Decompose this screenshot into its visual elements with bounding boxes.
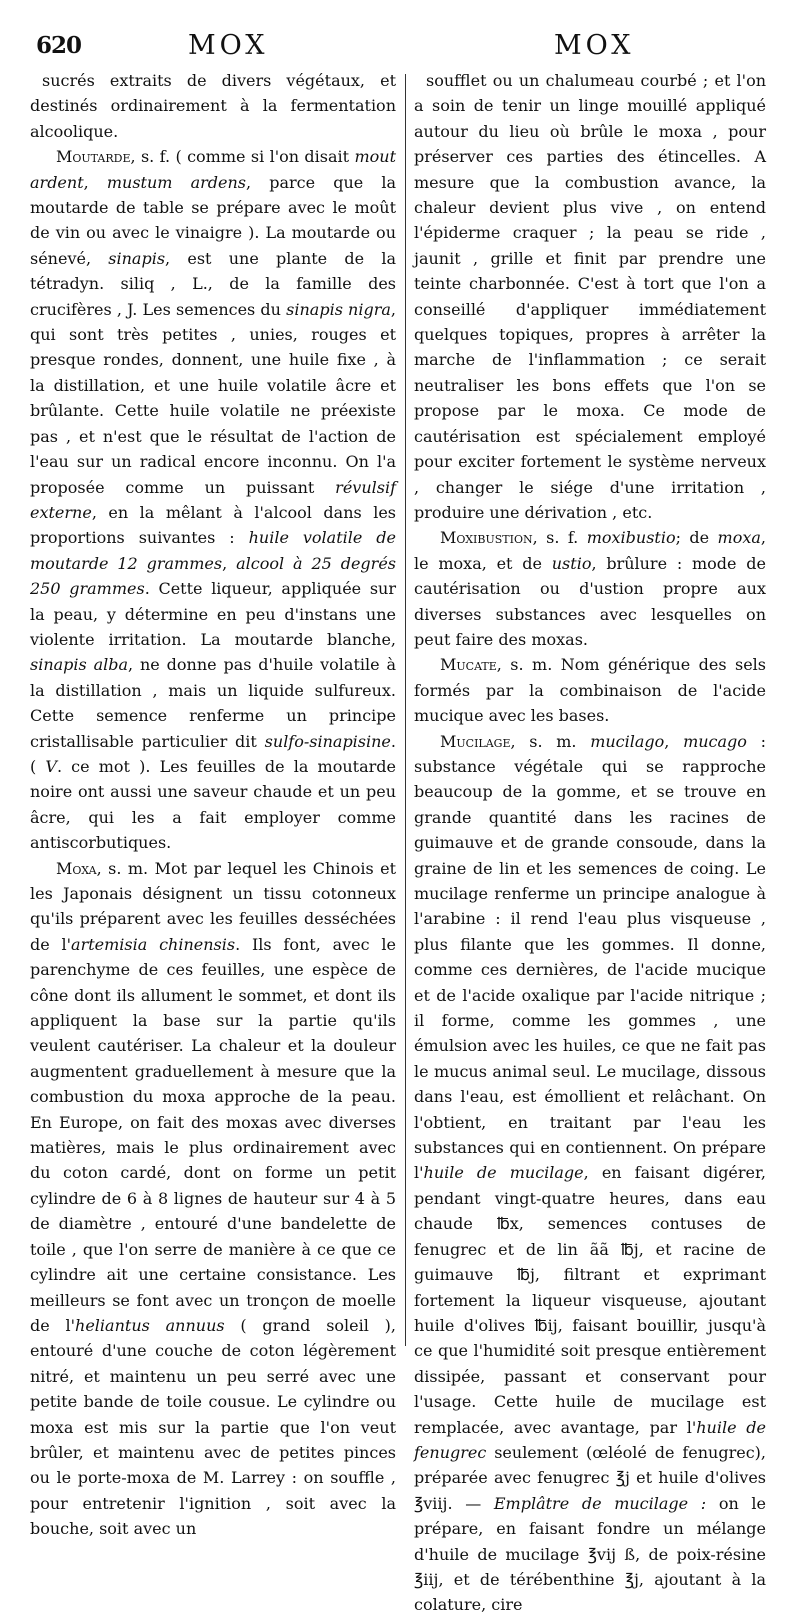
entry-mucilage: Mucilage, s. m. mucilago, mucago : substance végétale qui se rapproche beaucoup de la gomme, et se trouve en grande quantité dans les racines de guimauve et de grande consoude, dans la graine de lin et les semences de coing. Le mucilage renferme un principe analogue à l'arabine : il rend l'eau plus visqueuse , plus filante que les gommes. Il donne, comme ces dernières, de l'acide mucique et de l'acide oxalique par l'acide nitrique ; il forme, comme les gommes , une émulsion avec les huiles, ce que ne fait pas le mucus animal seul. Le mucilage, dissous dans l'eau, est émollient et relâchant. On l'obtient, en traitant par l'eau les substances qui en contiennent. On prépare l'huile de mucilage, en faisant digérer, pendant vingt-quatre heures, dans eau chaude ℔x, semences contuses de fenugrec et de lin ãã ℔j, et racine de guimauve ℔j, filtrant et exprimant fortement la liqueur visqueuse, ajoutant huile d'olives ℔ij, faisant bouillir, jusqu'à ce que l'humidité soit presque entièrement dissipée, passant et conservant pour l'usage. Cette huile de mucilage est remplacée, avec avantage, par l'huile de fenugrec seulement (œléolé de fenugrec), préparée avec fenugrec ℥j et huile d'olives ℥viij. — Emplâtre de mucilage : on le prépare, en faisant fondre un mélange d'huile de mucilage ℥vij ß, de poix-résine ℥iij, et de térébenthine ℥j, ajoutant à la colature, cire bbox=[414, 731, 767, 1615]
headword-moxibustion: Moxibustion bbox=[440, 528, 533, 548]
entry-moutarde: Moutarde, s. f. ( comme si l'on disait mout ardent, mustum ardens, parce que la moutarde de table se prépare avec le moût de vin ou avec le vinaigre ). La moutarde ou sénevé, sinapis, est une plante de la tétradyn. siliq , L., de la famille des crucifères , J. Les semences du sinapis nigra, qui sont très petites , unies, rouges et presque rondes, donnent, une huile fixe , à la distillation, et une huile volatile âcre et brûlante. Cette huile volatile ne préexiste pas , et n'est que le résultat de l'action de l'eau sur un radical encore inconnu. On l'a proposée comme un puissant révulsif externe, en la mêlant à l'alcool dans les proportions suivantes : huile volatile de moutarde 12 grammes, alcool à 25 degrés 250 grammes. Cette liqueur, appliquée sur la peau, y détermine en peu d'instans une violente irritation. La moutarde blanche, sinapis alba, ne donne pas d'huile volatile à la distillation , mais un liquide sulfureux. Cette semence renferme un principe cristallisable particulier dit sulfo-sinapisine. ( V. ce mot ). Les feuilles de la moutarde noire ont aussi une saveur chaude et un peu âcre, qui les a fait employer comme antiscorbutiques. bbox=[30, 147, 397, 853]
headword-mucilage: Mucilage bbox=[440, 731, 511, 751]
page-header bbox=[36, 30, 774, 70]
running-head-left: MOX bbox=[188, 30, 269, 61]
headword-mucate: Mucate bbox=[440, 655, 497, 675]
continuation-text-left: sucrés extraits de divers végétaux, et destinés ordinairement à la fermentation alcoolique. bbox=[30, 71, 396, 141]
headword-moxa: Moxa bbox=[56, 858, 97, 878]
running-head-right: MOX bbox=[554, 30, 635, 61]
entry-moxa: Moxa, s. m. Mot par lequel les Chinois et les Japonais désignent un tissu cotonneux qu'ils préparent avec les feuilles desséchées de l'artemisia chinensis. Ils font, avec le parenchyme de ces feuilles, une espèce de cône dont ils allument le sommet, et dont ils appliquent la base sur la partie qu'ils veulent cautériser. La chaleur et la douleur augmentent graduellement à mesure que la combustion du moxa approche de la peau. En Europe, on fait des moxas avec diverses matières, mais le plus ordinairement avec du coton cardé, dont on forme un petit cylindre de 6 à 8 lignes de hauteur sur 4 à 5 de diamètre , entouré d'une bandelette de toile , que l'on serre de manière à ce que ce cylindre ait une certaine consistance. Les meilleurs se font avec un tronçon de moelle de l'heliantus annuus ( grand soleil ), entouré d'une couche de coton légèrement nitré, et maintenu un peu serré avec une petite bande de toile cousue. Le cylindre ou moxa est mis sur la partie que l'on veut brûler, et maintenu avec de petites pinces ou le porte-moxa de M. Larrey : on souffle , pour entretenir l'ignition , soit avec la bouche, soit avec un bbox=[30, 858, 396, 1539]
entry-moxibustion: Moxibustion, s. f. moxibustio; de moxa, le moxa, et de ustio, brûlure : mode de cautérisation ou d'ustion propre aux diverses substances avec lesquelles on peut faire des moxas. bbox=[414, 528, 767, 649]
column-divider bbox=[405, 74, 406, 1346]
continuation-text-right: soufflet ou un chalumeau courbé ; et l'on a soin de tenir un linge mouillé appliqué autour du lieu où brûle le moxa , pour préserver ces parties des étincelles. A mesure que la combustion avance, la chaleur devient plus vive , on entend l'épiderme craquer ; la peau se ride , jaunit , grille et finit par prendre une teinte charbonnée. C'est à tort que l'on a conseillé d'appliquer immédiatement quelques topiques, propres à arrêter la marche de l'inflammation ; ce serait neutraliser les bons effets que l'on se propose par le moxa. Ce mode de cautérisation est spécialement employé pour exciter fortement le système nerveux , changer le siége d'une irritation , produire une dérivation , etc. bbox=[414, 71, 766, 522]
right-column bbox=[414, 68, 767, 1615]
headword-moutarde: Moutarde bbox=[56, 147, 131, 167]
entry-mucate: Mucate, s. m. Nom générique des sels formés par la combinaison de l'acide mucique avec les bases. bbox=[414, 655, 766, 726]
left-column bbox=[30, 68, 397, 1539]
page-number: 620 bbox=[36, 32, 82, 59]
